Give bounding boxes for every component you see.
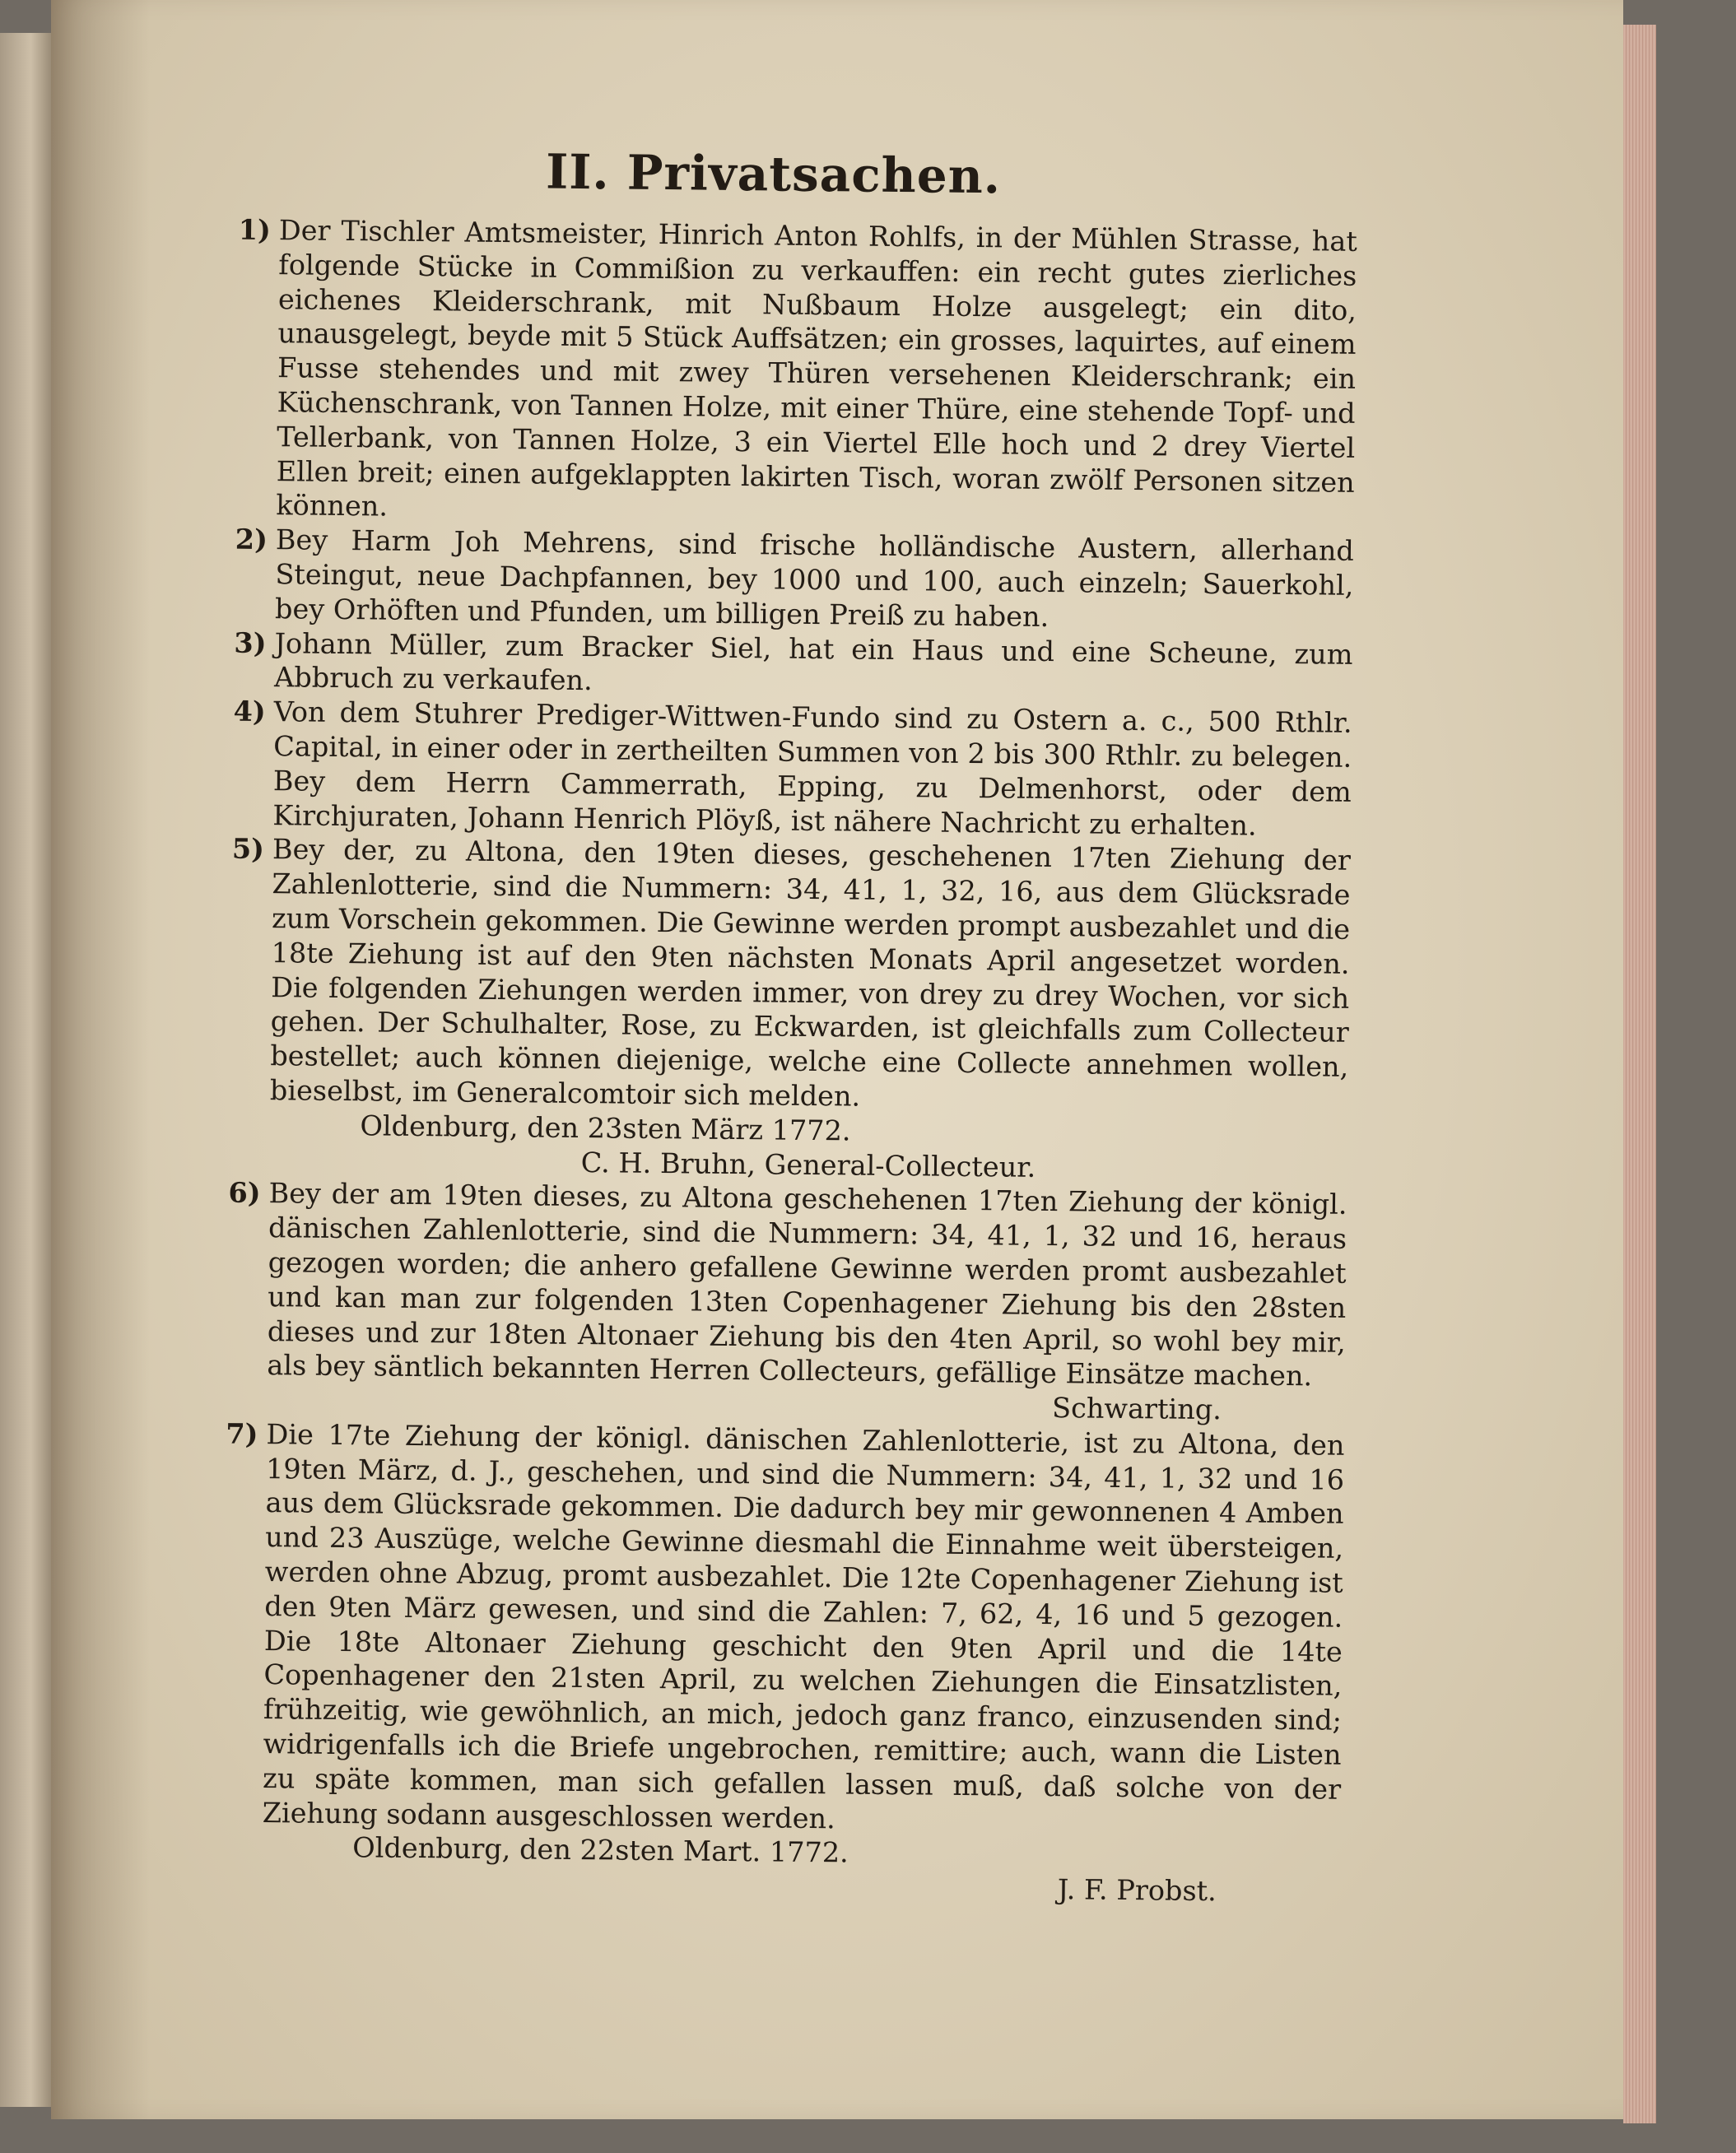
entry-text: Der Tischler Amtsmeister, Hinrich Anton Rohlfs, in der Mühlen Strasse, hat folgende Stücke in Commißion zu verkauffen: ein recht gutes zierliches eichenes Kleiderschrank, mit Nußbaum Holze ausgelegt; ein dito, unausgelegt, beyde mit 5 Stück Auffsätzen; ein grosses, laquirtes, auf einem Fusse stehendes und mit zwey Thüren versehenen Kleiderschrank; ein Küchenschrank, von Tannen Holze, mit einer Thüre, eine stehende Topf- und Tellerbank, von Tannen Holze, 3 ein Viertel Elle hoch und 2 drey Viertel Ellen breit; einen aufgeklappten lakirten Tisch, woran zwölf Personen sitzen können. [276,214,1357,523]
page-content [171,140,1358,1910]
entry-number: 7) [226,1417,258,1450]
notice-entry-1 [185,212,1357,534]
entry-number: 6) [228,1176,261,1210]
page-block-edge [1623,25,1656,2123]
entry-text: Bey der am 19ten dieses, zu Altona geschehenen 17ten Ziehung der königl. dänischen Zahlenlotterie, sind die Nummern: 34, 41, 1, 32 und 16, heraus gezogen worden; die anhero gefallene Gewinne werden promt ausbezahlet und kan man zur folgenden 13ten Copenhagener Ziehung bis den 28sten dieses und zur 18ten Altonaer Ziehung bis den 4ten April, so wohl bey mir, als bey säntlich bekannten Herren Collecteurs, gefällige Einsätze machen. [267,1177,1347,1393]
entry-text: Von dem Stuhrer Prediger-Wittwen-Fundo sind zu Ostern a. c., 500 Rthlr. Capital, in einer oder in zertheilten Summen von 2 bis 300 Rthlr. zu belegen. Bey dem Herrn Cammerrath, Epping, zu Delmenhorst, oder dem Kirchjuraten, Johann Henrich Plöyß, ist nähere Nachricht zu erhalten. [272,695,1352,842]
entry-5-date: Oldenburg, den 23sten März 1772. [360,1109,851,1147]
notice-entry-5 [179,831,1351,1118]
notice-entry-2 [184,522,1354,637]
entry-5-signature: C. H. Bruhn, General-Collecteur. [580,1146,1036,1183]
entry-text: Die 17te Ziehung der königl. dänischen Zahlenlotterie, ist zu Altona, den 19ten März, d. J., geschehen, und sind die Nummern: 34, 41, 1, 32 und 16 aus dem Glücksrade gekommen. Die dadurch bey mir gewonnenen 4 Amben und 23 Auszüge, welche Gewinne diesmahl die Einnahme weit übersteigen, werden ohne Abzug, promt ausbezahlet. Die 12te Copenhagener Ziehung ist den 9ten März gewesen, und sind die Zahlen: 7, 62, 4, 16 und 5 gezogen. Die 18te Altonaer Ziehung geschicht den 9ten April und die 14te Copenhagener den 21sten April, zu welchen Ziehungen die Einsatzlisten, frühzeitig, wie gewöhnlich, an mich, jedoch ganz franco, einzusenden sind; widrigenfalls ich die Briefe ungebrochen, remittire; auch, wann die Listen zu späte kommen, man sich gefallen lassen muß, daß solche von der Ziehung sodann ausgeschlossen werden. [262,1417,1345,1834]
entry-number: 3) [234,626,267,659]
notice-entry-6 [176,1175,1347,1394]
entry-text: Johann Müller, zum Bracker Siel, hat ein Haus und eine Scheune, zum Abbruch zu verkaufen. [273,626,1353,697]
entry-6-signature: Schwarting. [1051,1392,1222,1426]
entry-number: 5) [231,832,265,866]
entry-text: Bey der, zu Altona, den 19ten dieses, geschehenen 17ten Ziehung der Zahlenlotterie, sind die Nummern: 34, 41, 1, 32, 16, aus dem Glücksrade zum Vorschein gekommen. Die Gewinne werden prompt ausbezahlet und die 18te Ziehung ist auf den 9ten nächsten Monats April angesetzet worden. Die folgenden Ziehungen werden immer, von drey zu drey Wochen, vor sich gehen. Der Schulhalter, Rose, zu Eckwarden, ist gleichfalls zum Collecteur bestellet; auch können diejenige, welche eine Collecte annehmen wollen, bieselbst, im Generalcomtoir sich melden. [269,833,1352,1113]
entry-number: 2) [235,523,268,556]
entry-number: 4) [233,695,266,728]
notice-entry-3 [184,625,1353,706]
binding-gutter-shadow [51,0,150,2119]
entry-number: 1) [238,213,272,247]
section-heading: II. Privatsachen. [545,143,1002,205]
notice-entry-4 [182,694,1352,844]
entry-7-date: Oldenburg, den 22sten Mart. 1772. [352,1831,849,1869]
facing-page-edge [0,33,51,2107]
entry-text: Bey Harm Joh Mehrens, sind frische holländische Austern, allerhand Steingut, neue Dachpfannen, bey 1000 und 100, auch einzeln; Sauerkohl, bey Orhöften und Pfunden, um billigen Preiß zu haben. [274,523,1355,633]
notice-entry-7 [172,1416,1345,1841]
entry-7-signature: J. F. Probst. [1057,1873,1217,1908]
